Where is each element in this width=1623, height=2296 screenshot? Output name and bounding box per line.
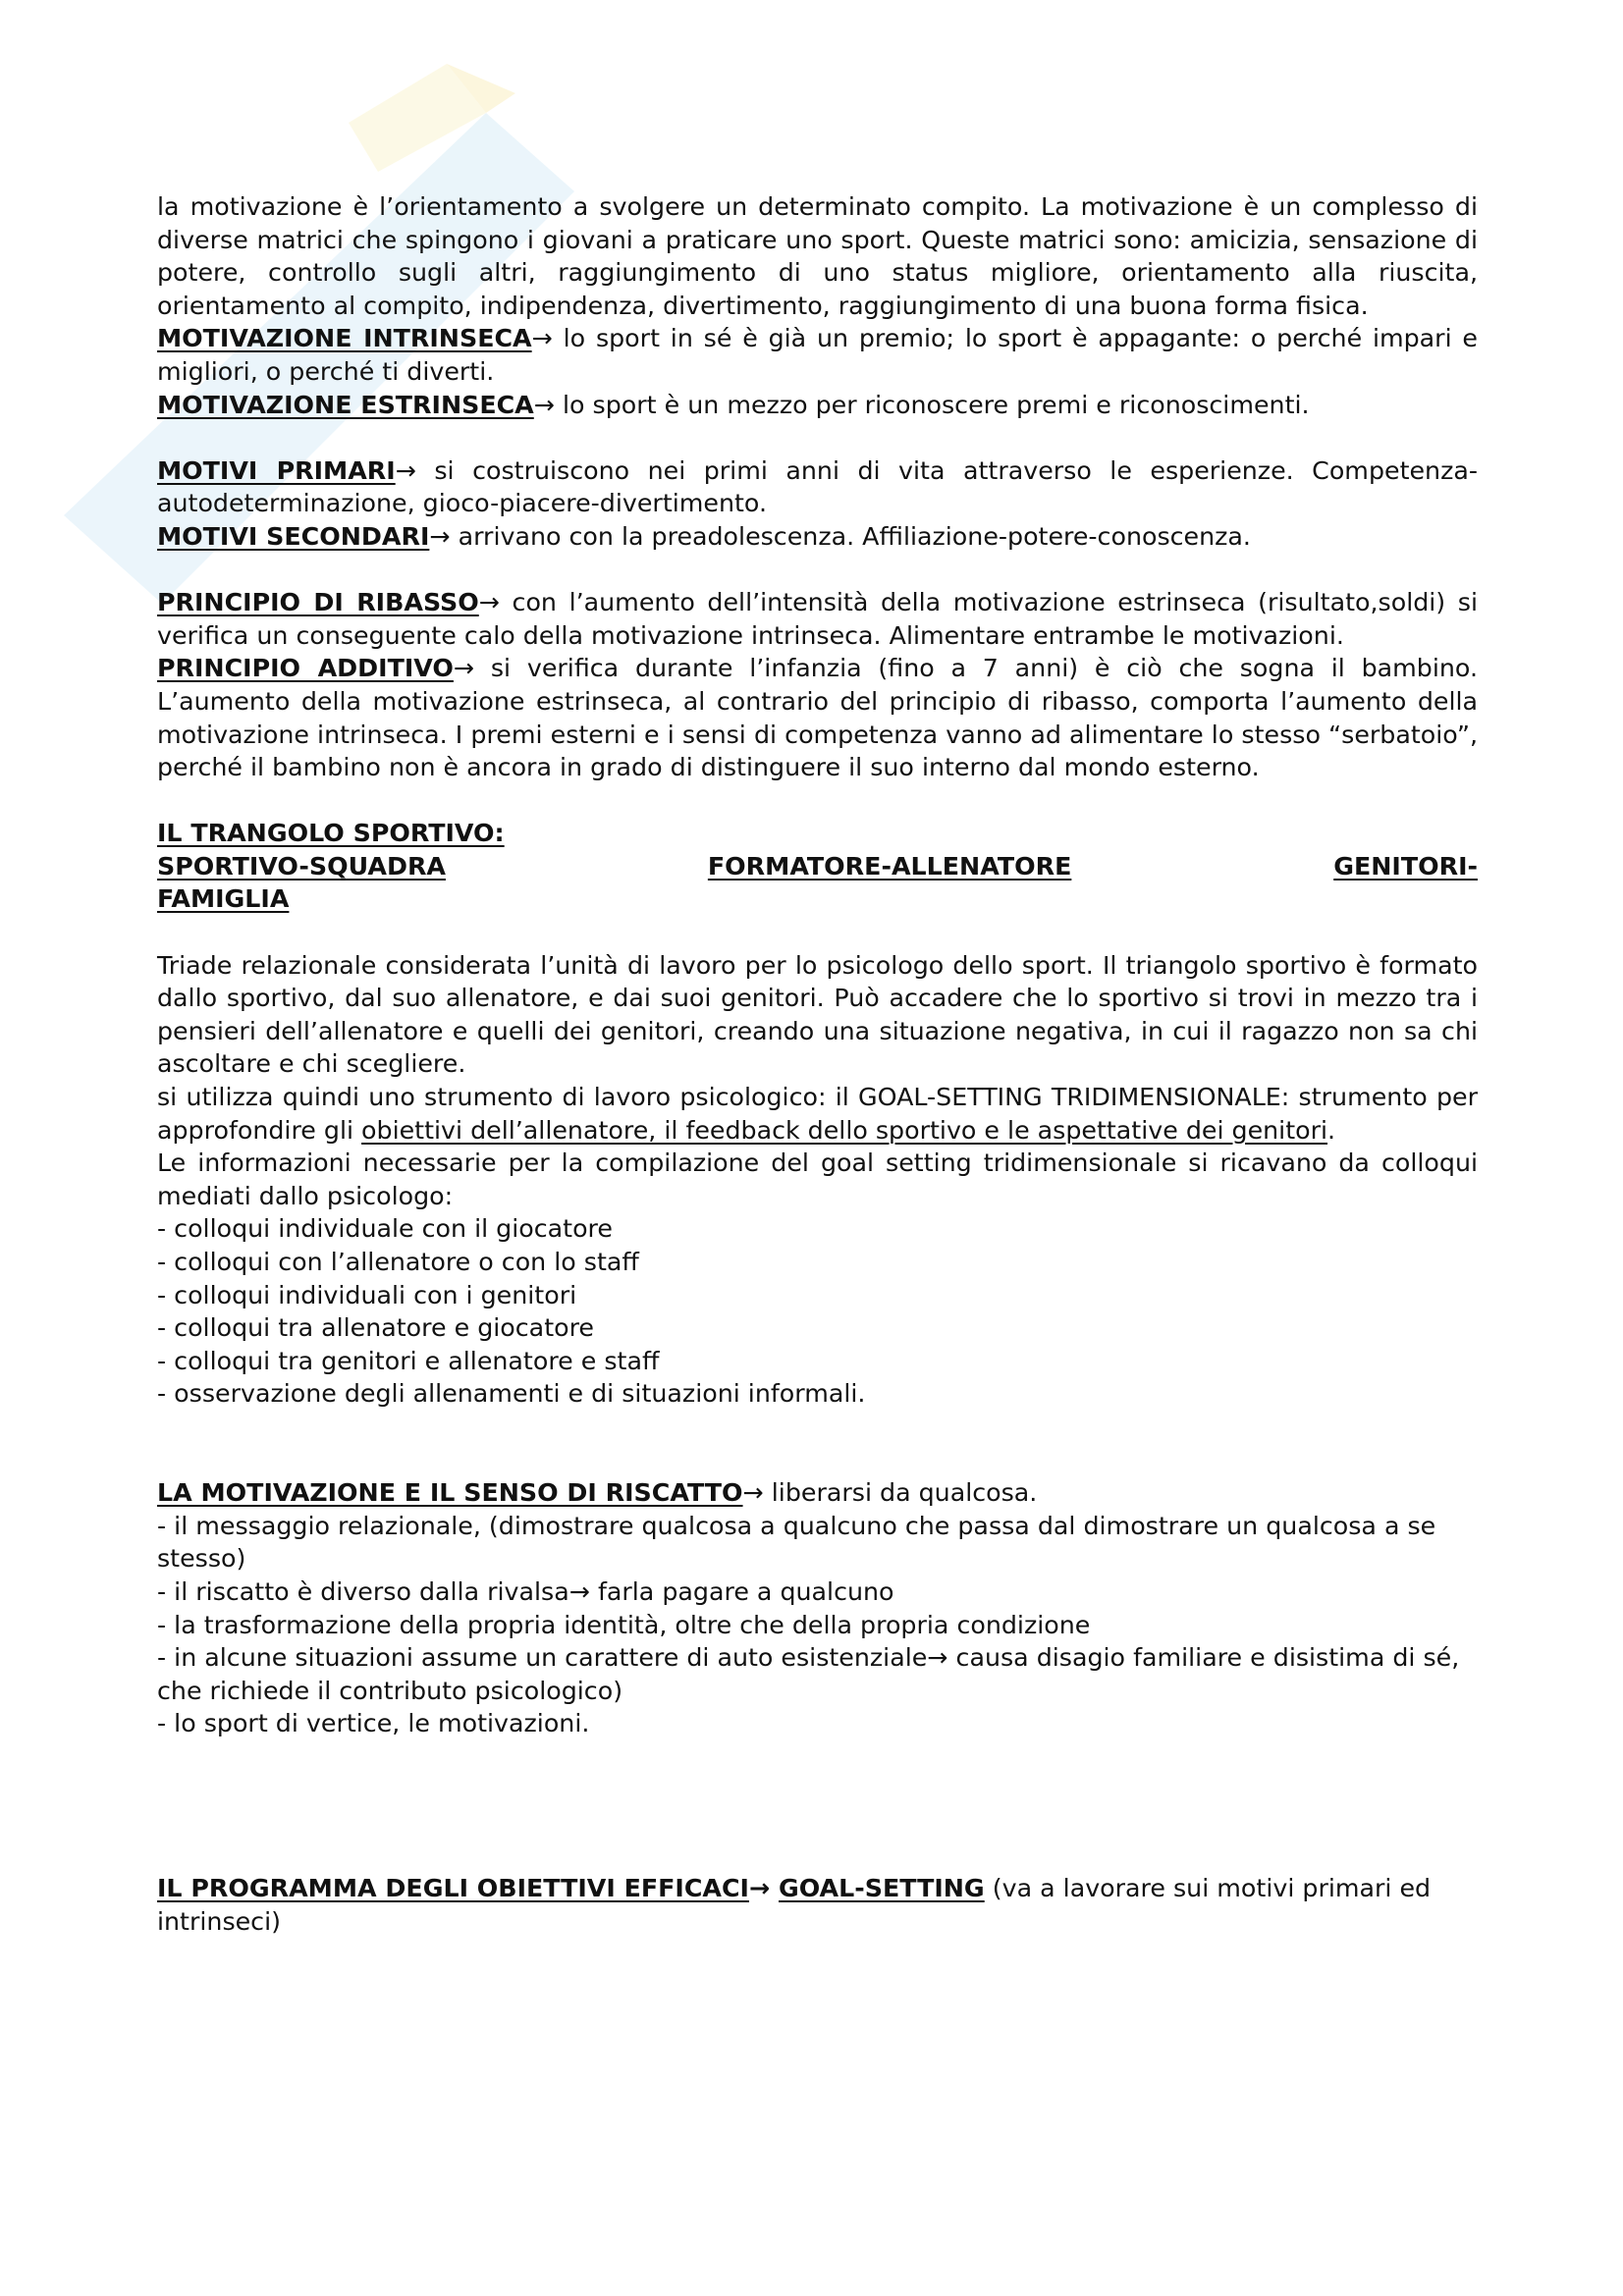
list-item: - colloqui individuali con i genitori (157, 1280, 577, 1309)
info-paragraph: Le informazioni necessarie per la compilazione del goal setting tridimensionale si ricavano da colloqui mediati dallo psicologo: (157, 1148, 1478, 1210)
triangolo-heading: IL TRANGOLO SPORTIVO: (157, 819, 505, 848)
estrinseca-paragraph (157, 389, 1478, 422)
triangolo-roles-row (157, 850, 1478, 883)
list-item: - in alcune situazioni assume un carattere di auto esistenziale→ causa disagio familiare e disistima di sé, che richiede il contributo psicologico) (157, 1643, 1460, 1705)
additivo-heading: PRINCIPIO ADDITIVO (157, 654, 454, 683)
primari-paragraph (157, 454, 1478, 520)
riscatto-paragraph (157, 1476, 1478, 1510)
triade-paragraph: Triade relazionale considerata l’unità di lavoro per lo psicologo dello sport. Il triangolo sportivo è formato dallo sportivo, dal suo allenatore, e dai suoi genitori. Può accadere che lo sportivo si trovi in mezzo tra i pensieri dell’allenatore e quelli dei genitori, creando una situazione negativa, in cui il ragazzo non sa chi ascoltare e chi scegliere. (157, 950, 1478, 1079)
goal-setting-end: . (1327, 1115, 1336, 1145)
ribasso-heading: PRINCIPIO DI RIBASSO (157, 588, 479, 617)
programma-paragraph (157, 1872, 1478, 1938)
goal-setting-underlined: obiettivi dell’allenatore, il feedback dello sportivo e le aspettative dei genitori (361, 1115, 1328, 1145)
goal-setting-text: si utilizza quindi uno strumento di lavoro psicologico: il GOAL-SETTING TRIDIMENSIONALE: strumento per approfondire gli (157, 1083, 1478, 1145)
role-sportivo: SPORTIVO-SQUADRA (157, 851, 447, 881)
list-item: - osservazione degli allenamenti e di situazioni informali. (157, 1379, 866, 1409)
programma-heading: IL PROGRAMMA DEGLI OBIETTIVI EFFICACI (157, 1874, 749, 1903)
riscatto-heading: LA MOTIVAZIONE E IL SENSO DI RISCATTO (157, 1478, 743, 1508)
estrinseca-text: → lo sport è un mezzo per riconoscere premi e riconoscimenti. (533, 390, 1310, 419)
ribasso-text: → con l’aumento dell’intensità della motivazione estrinseca (risultato,soldi) si verifica un conseguente calo della motivazione intrinseca. Alimentare entrambe le motivazioni. (157, 588, 1478, 650)
list-item: - il riscatto è diverso dalla rivalsa→ farla pagare a qualcuno (157, 1576, 894, 1606)
secondari-heading: MOTIVI SECONDARI (157, 521, 430, 551)
programma-goal-setting: GOAL-SETTING (778, 1874, 985, 1903)
list-item: - il messaggio relazionale, (dimostrare qualcosa a qualcuno che passa dal dimostrare un qualcosa a se stesso) (157, 1511, 1436, 1574)
list-item: - la trasformazione della propria identità, oltre che della propria condizione (157, 1610, 1091, 1639)
list-item: - colloqui tra genitori e allenatore e staff (157, 1346, 660, 1375)
list-item: - lo sport di vertice, le motivazioni. (157, 1709, 590, 1738)
intrinseca-text: → lo sport in sé è già un premio; lo sport è appagante: o perché impari e migliori, o perché ti diverti. (157, 324, 1478, 386)
role-genitori: GENITORI- (1333, 851, 1478, 881)
riscatto-text: → liberarsi da qualcosa. (742, 1478, 1038, 1508)
programma-arrow: → (748, 1874, 779, 1903)
additivo-text: → si verifica durante l’infanzia (fino a 7 anni) è ciò che sogna il bambino. L’aumento della motivazione estrinseca, al contrario del principio di ribasso, comporta l’aumento della motivazione intrinseca. I premi esterni e i sensi di competenza vanno ad alimentare lo stesso “serbatoio”, perché il bambino non è ancora in grado di distinguere il suo interno dal mondo esterno. (157, 654, 1479, 782)
goal-setting-paragraph (157, 1081, 1478, 1147)
secondari-text: → arrivano con la preadolescenza. Affiliazione-potere-conoscenza. (429, 521, 1251, 551)
list-item: - colloqui con l’allenatore o con lo staff (157, 1248, 639, 1276)
primari-heading: MOTIVI PRIMARI (157, 455, 396, 485)
ribasso-paragraph (157, 586, 1478, 652)
role-allenatore: FORMATORE-ALLENATORE (707, 851, 1072, 881)
list-item: - colloqui tra allenatore e giocatore (157, 1313, 594, 1343)
estrinseca-heading: MOTIVAZIONE ESTRINSECA (157, 390, 534, 419)
document-page (157, 190, 1478, 1938)
primari-text: → si costruiscono nei primi anni di vita attraverso le esperienze. Competenza-autodeterminazione, gioco-piacere-divertimento. (157, 455, 1478, 518)
secondari-paragraph (157, 520, 1478, 554)
role-famiglia: FAMIGLIA (157, 884, 290, 914)
intrinseca-paragraph (157, 322, 1478, 388)
motivation-paragraph: la motivazione è l’orientamento a svolgere un determinato compito. La motivazione è un complesso di diverse matrici che spingono i giovani a praticare uno sport. Queste matrici sono: amicizia, sensazione di potere, controllo sugli altri, raggiungimento di uno status migliore, orientamento alla riuscita, orientamento al compito, indipendenza, divertimento, raggiungimento di una buona forma fisica. (157, 192, 1478, 320)
additivo-paragraph (157, 652, 1478, 783)
intrinseca-heading: MOTIVAZIONE INTRINSECA (157, 324, 532, 353)
programma-text: (va a lavorare sui motivi primari ed intrinseci) (157, 1874, 1432, 1936)
list-item: - colloqui individuale con il giocatore (157, 1214, 613, 1244)
